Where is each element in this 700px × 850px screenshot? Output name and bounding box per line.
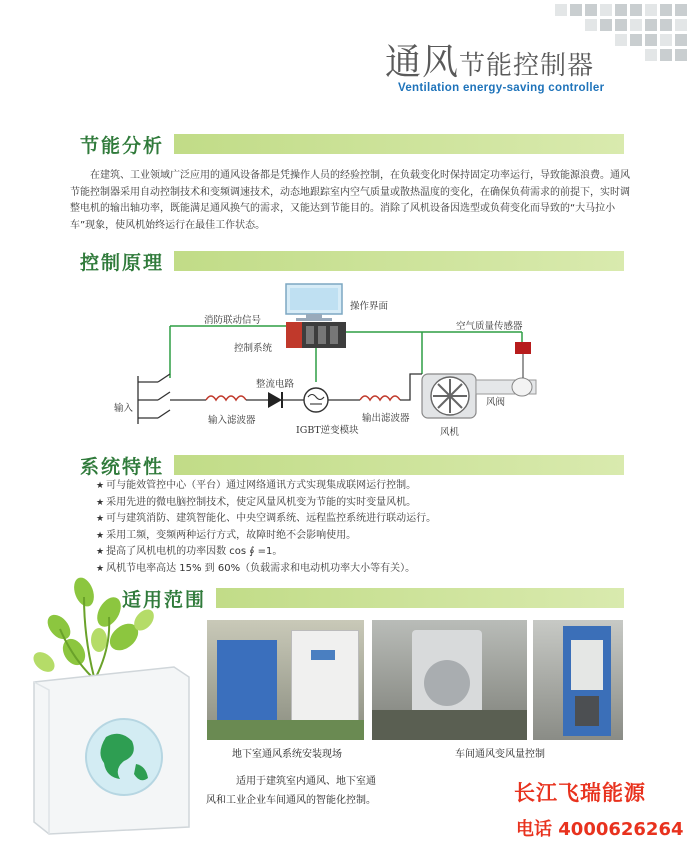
label-air-sensor: 空气质量传感器 — [456, 321, 523, 332]
control-diagram-svg — [110, 282, 570, 442]
page-title-sub: 节能控制器 — [459, 51, 595, 81]
decorative-square — [660, 34, 672, 46]
feature-item: ★ 风机节电率高达 15% 到 60%（负载需求和电动机功率大小等有关）。 — [96, 561, 616, 578]
output-filter-coil — [360, 396, 400, 400]
section-title-features: 系统特性 — [80, 452, 174, 479]
decorative-square — [645, 49, 657, 61]
decorative-square — [660, 49, 672, 61]
analysis-paragraph — [70, 168, 630, 234]
section-title-application: 适用范围 — [122, 585, 216, 612]
decorative-square — [615, 4, 627, 16]
feature-item: ★ 可与能效管控中心（平台）通过网络通讯方式实现集成联网运行控制。 — [96, 478, 616, 495]
brand-name: 长江飞瑞能源 — [514, 781, 646, 805]
monitor-screen — [290, 288, 338, 310]
decorative-square — [630, 34, 642, 46]
page-subtitle-en: Ventilation energy-saving controller — [398, 82, 605, 94]
decorative-square — [600, 19, 612, 31]
label-control-system: 控制系统 — [234, 343, 273, 354]
features-list — [96, 478, 616, 578]
control-diagram — [110, 282, 570, 442]
feature-item: ★ 采用工频，变频两种运行方式，故障时绝不会影响使用。 — [96, 528, 616, 545]
label-fire-signal: 消防联动信号 — [204, 315, 262, 326]
photo-basement-cabinet — [217, 640, 277, 720]
plant-globe-icon — [14, 572, 204, 842]
igbt-module — [304, 388, 328, 412]
decorative-square — [675, 34, 687, 46]
feature-item: ★ 提高了风机电机的功率因数 cos ∮ =1。 — [96, 544, 616, 561]
label-rectifier: 整流电路 — [256, 379, 295, 390]
decorative-square — [630, 19, 642, 31]
label-operation-ui: 操作界面 — [350, 301, 389, 312]
feature-item: ★ 可与建筑消防、建筑智能化、中央空调系统、远程监控系统进行联动运行。 — [96, 511, 616, 528]
input-filter-coil — [206, 396, 246, 400]
label-input-filter: 输入滤波器 — [208, 415, 256, 426]
damper-icon — [512, 378, 532, 396]
decorative-square — [555, 4, 567, 16]
label-damper: 风阀 — [486, 397, 506, 408]
rectifier-diode — [268, 392, 282, 408]
decorative-square — [645, 19, 657, 31]
decorative-square — [585, 4, 597, 16]
decorative-square — [615, 34, 627, 46]
photo-workshop-fan — [372, 620, 527, 740]
caption-workshop: 车间通风变风量控制 — [455, 749, 545, 760]
decorative-square — [675, 4, 687, 16]
decorative-square — [645, 4, 657, 16]
decorative-square — [615, 19, 627, 31]
decorative-square — [660, 4, 672, 16]
page-title-main: 通风 — [385, 42, 460, 83]
label-igbt: IGBT逆变模块 — [296, 425, 359, 436]
decorative-square — [660, 19, 672, 31]
decorative-square — [600, 4, 612, 16]
decorative-square — [585, 19, 597, 31]
page-title — [385, 34, 594, 85]
phone-number: 电话 4000626264 — [516, 819, 684, 840]
photo-basement-installation — [207, 620, 364, 740]
photo-vfd-cabinet — [533, 620, 623, 740]
section-title-analysis: 节能分析 — [80, 131, 174, 158]
analysis-text: 在建筑、工业领域广泛应用的通风设备都是凭操作人员的经验控制，在负载变化时保持固定功率运行，导致能源浪费。通风节能控制器采用自动控制技术和变频调速技术，动态地跟踪室内空气质量或散热温度的变化，在确保负荷需求的前提下，实时调整电机的输出轴功率，既能满足通风换气的需求，又能达到节能目的。消除了风机设备因选型或负荷变化而导致的“大马拉小车”现象，使风机始终运行在最佳工作状态。 — [70, 170, 630, 231]
caption-basement: 地下室通风系统安装现场 — [232, 749, 342, 760]
label-output-filter: 输出滤波器 — [362, 413, 410, 424]
label-fan: 风机 — [440, 427, 460, 438]
plant-box-illustration — [14, 572, 204, 842]
application-text-line1: 适用于建筑室内通风、地下室通 — [236, 776, 376, 787]
label-input: 输入 — [114, 403, 134, 414]
decorative-square — [675, 19, 687, 31]
feature-item: ★ 采用先进的微电脑控制技术，使定风量风机变为节能的实时变量风机。 — [96, 495, 616, 512]
decorative-square — [675, 49, 687, 61]
application-text-line2: 风和工业企业车间通风的智能化控制。 — [206, 795, 376, 806]
application-text — [206, 772, 376, 810]
section-title-principle: 控制原理 — [80, 248, 174, 275]
decorative-square — [630, 4, 642, 16]
air-sensor-icon — [515, 342, 531, 354]
decorative-square — [570, 4, 582, 16]
decorative-square — [645, 34, 657, 46]
